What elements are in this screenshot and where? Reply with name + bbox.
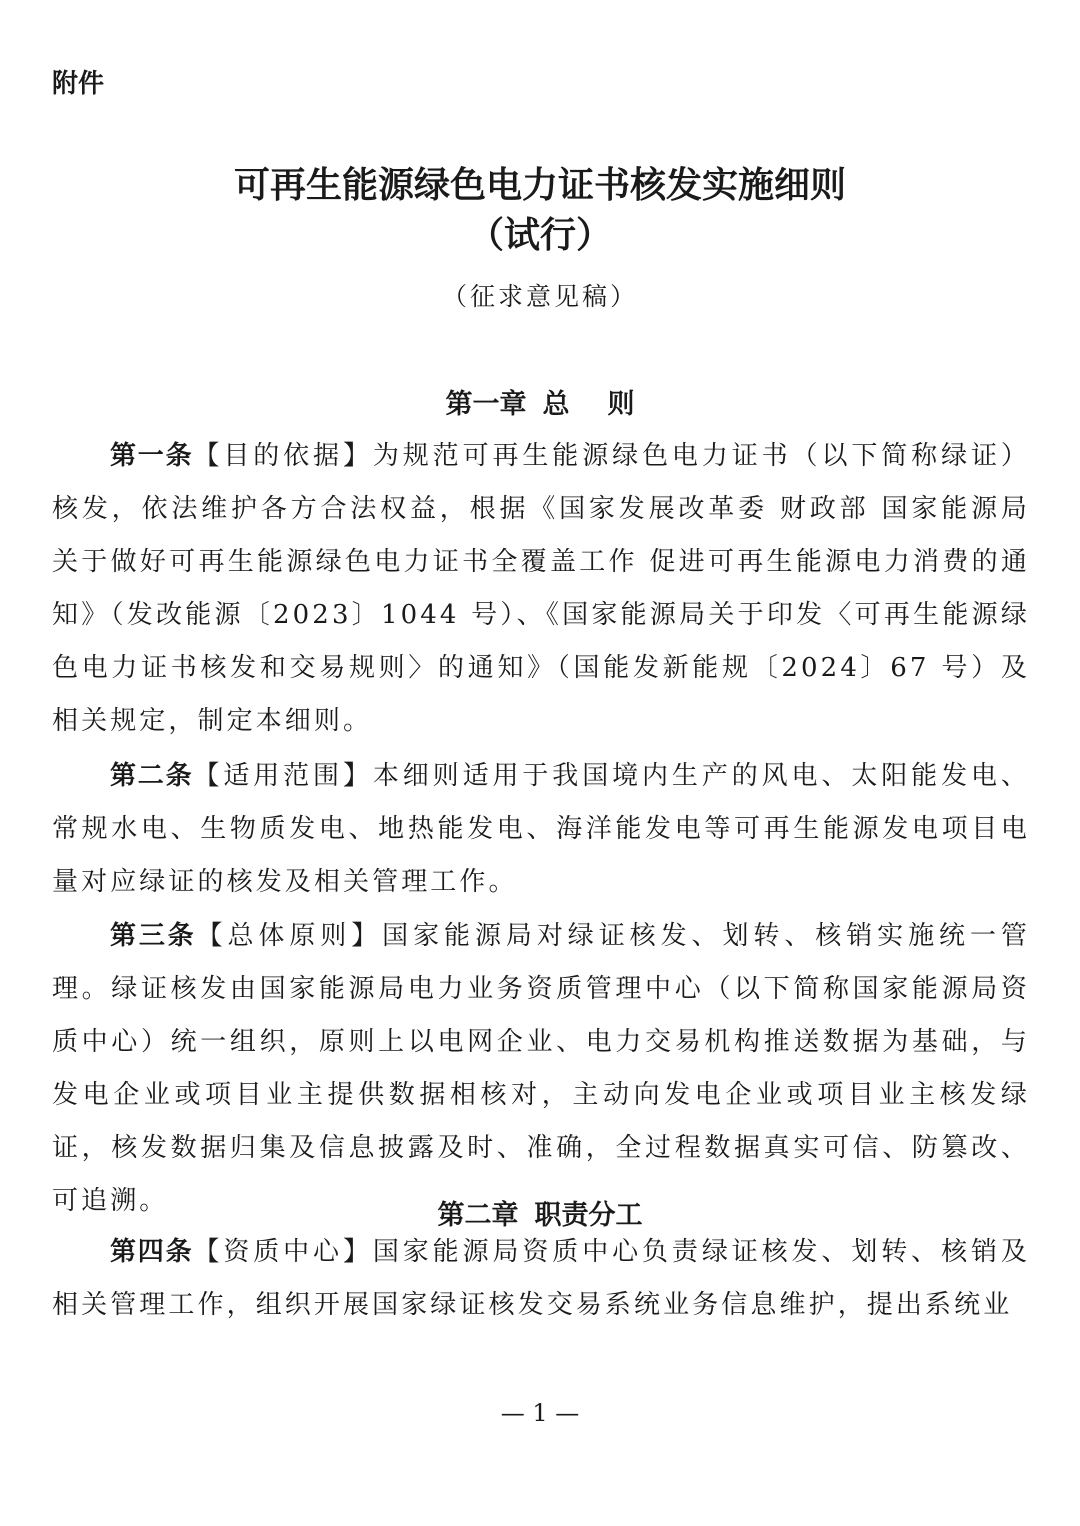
article-body: 【总体原则】国家能源局对绿证核发、划转、核销实施统一管理。绿证核发由国家能源局电力业务资质管理中心（以下简称国家能源局资质中心）统一组织，原则上以电网企业、电力交易机构推送数据为基础，与发电企业或项目业主提供数据相核对，主动向发电企业或项目业主核发绿证，核发数据归集及信息披露及时、准确，全过程数据真实可信、防篡改、可追溯。 <box>52 921 1030 1216</box>
chapter-title-part: 则 <box>607 389 635 420</box>
article-heading: 第二条 <box>110 761 194 791</box>
chapter-title-part: 职责分工 <box>534 1200 643 1231</box>
document-title: 可再生能源绿色电力证书核发实施细则 <box>233 165 846 206</box>
document-subtitle-trial: （试行） <box>467 215 612 256</box>
chapter-title-part: 总 <box>542 389 570 420</box>
article-4 <box>52 1226 1030 1332</box>
article-heading: 第一条 <box>110 441 194 471</box>
draft-note: （征求意见稿） <box>441 282 638 311</box>
article-heading: 第三条 <box>110 921 197 951</box>
article-body: 【目的依据】为规范可再生能源绿色电力证书（以下简称绿证）核发，依法维护各方合法权益，根据《国家发展改革委 财政部 国家能源局关于做好可再生能源绿色电力证书全覆盖工作 促进可再生能源电力消费的通知》（发改能源〔2023〕1044 号）、《国家能源局关于印发〈可再生能源绿色电力证书核发和交易规则〉的通知》（国能发新能规〔2024〕67 号）及相关规定，制定本细则。 <box>52 441 1030 736</box>
article-2 <box>52 750 1030 909</box>
article-3 <box>52 910 1030 1228</box>
article-body: 【资质中心】国家能源局资质中心负责绿证核发、划转、核销及相关管理工作，组织开展国家绿证核发交易系统业务信息维护，提出系统业 <box>52 1237 1030 1320</box>
article-heading: 第四条 <box>110 1237 194 1267</box>
chapter-heading-1 <box>0 385 1080 425</box>
chapter-number: 第一章 <box>445 389 527 420</box>
page-number: — 1 — <box>500 1399 580 1427</box>
chapter-number: 第二章 <box>437 1200 519 1231</box>
attachment-label: 附件 <box>52 69 105 99</box>
article-1 <box>52 430 1030 748</box>
article-body: 【适用范围】本细则适用于我国境内生产的风电、太阳能发电、常规水电、生物质发电、地热能发电、海洋能发电等可再生能源发电项目电量对应绿证的核发及相关管理工作。 <box>52 761 1030 897</box>
